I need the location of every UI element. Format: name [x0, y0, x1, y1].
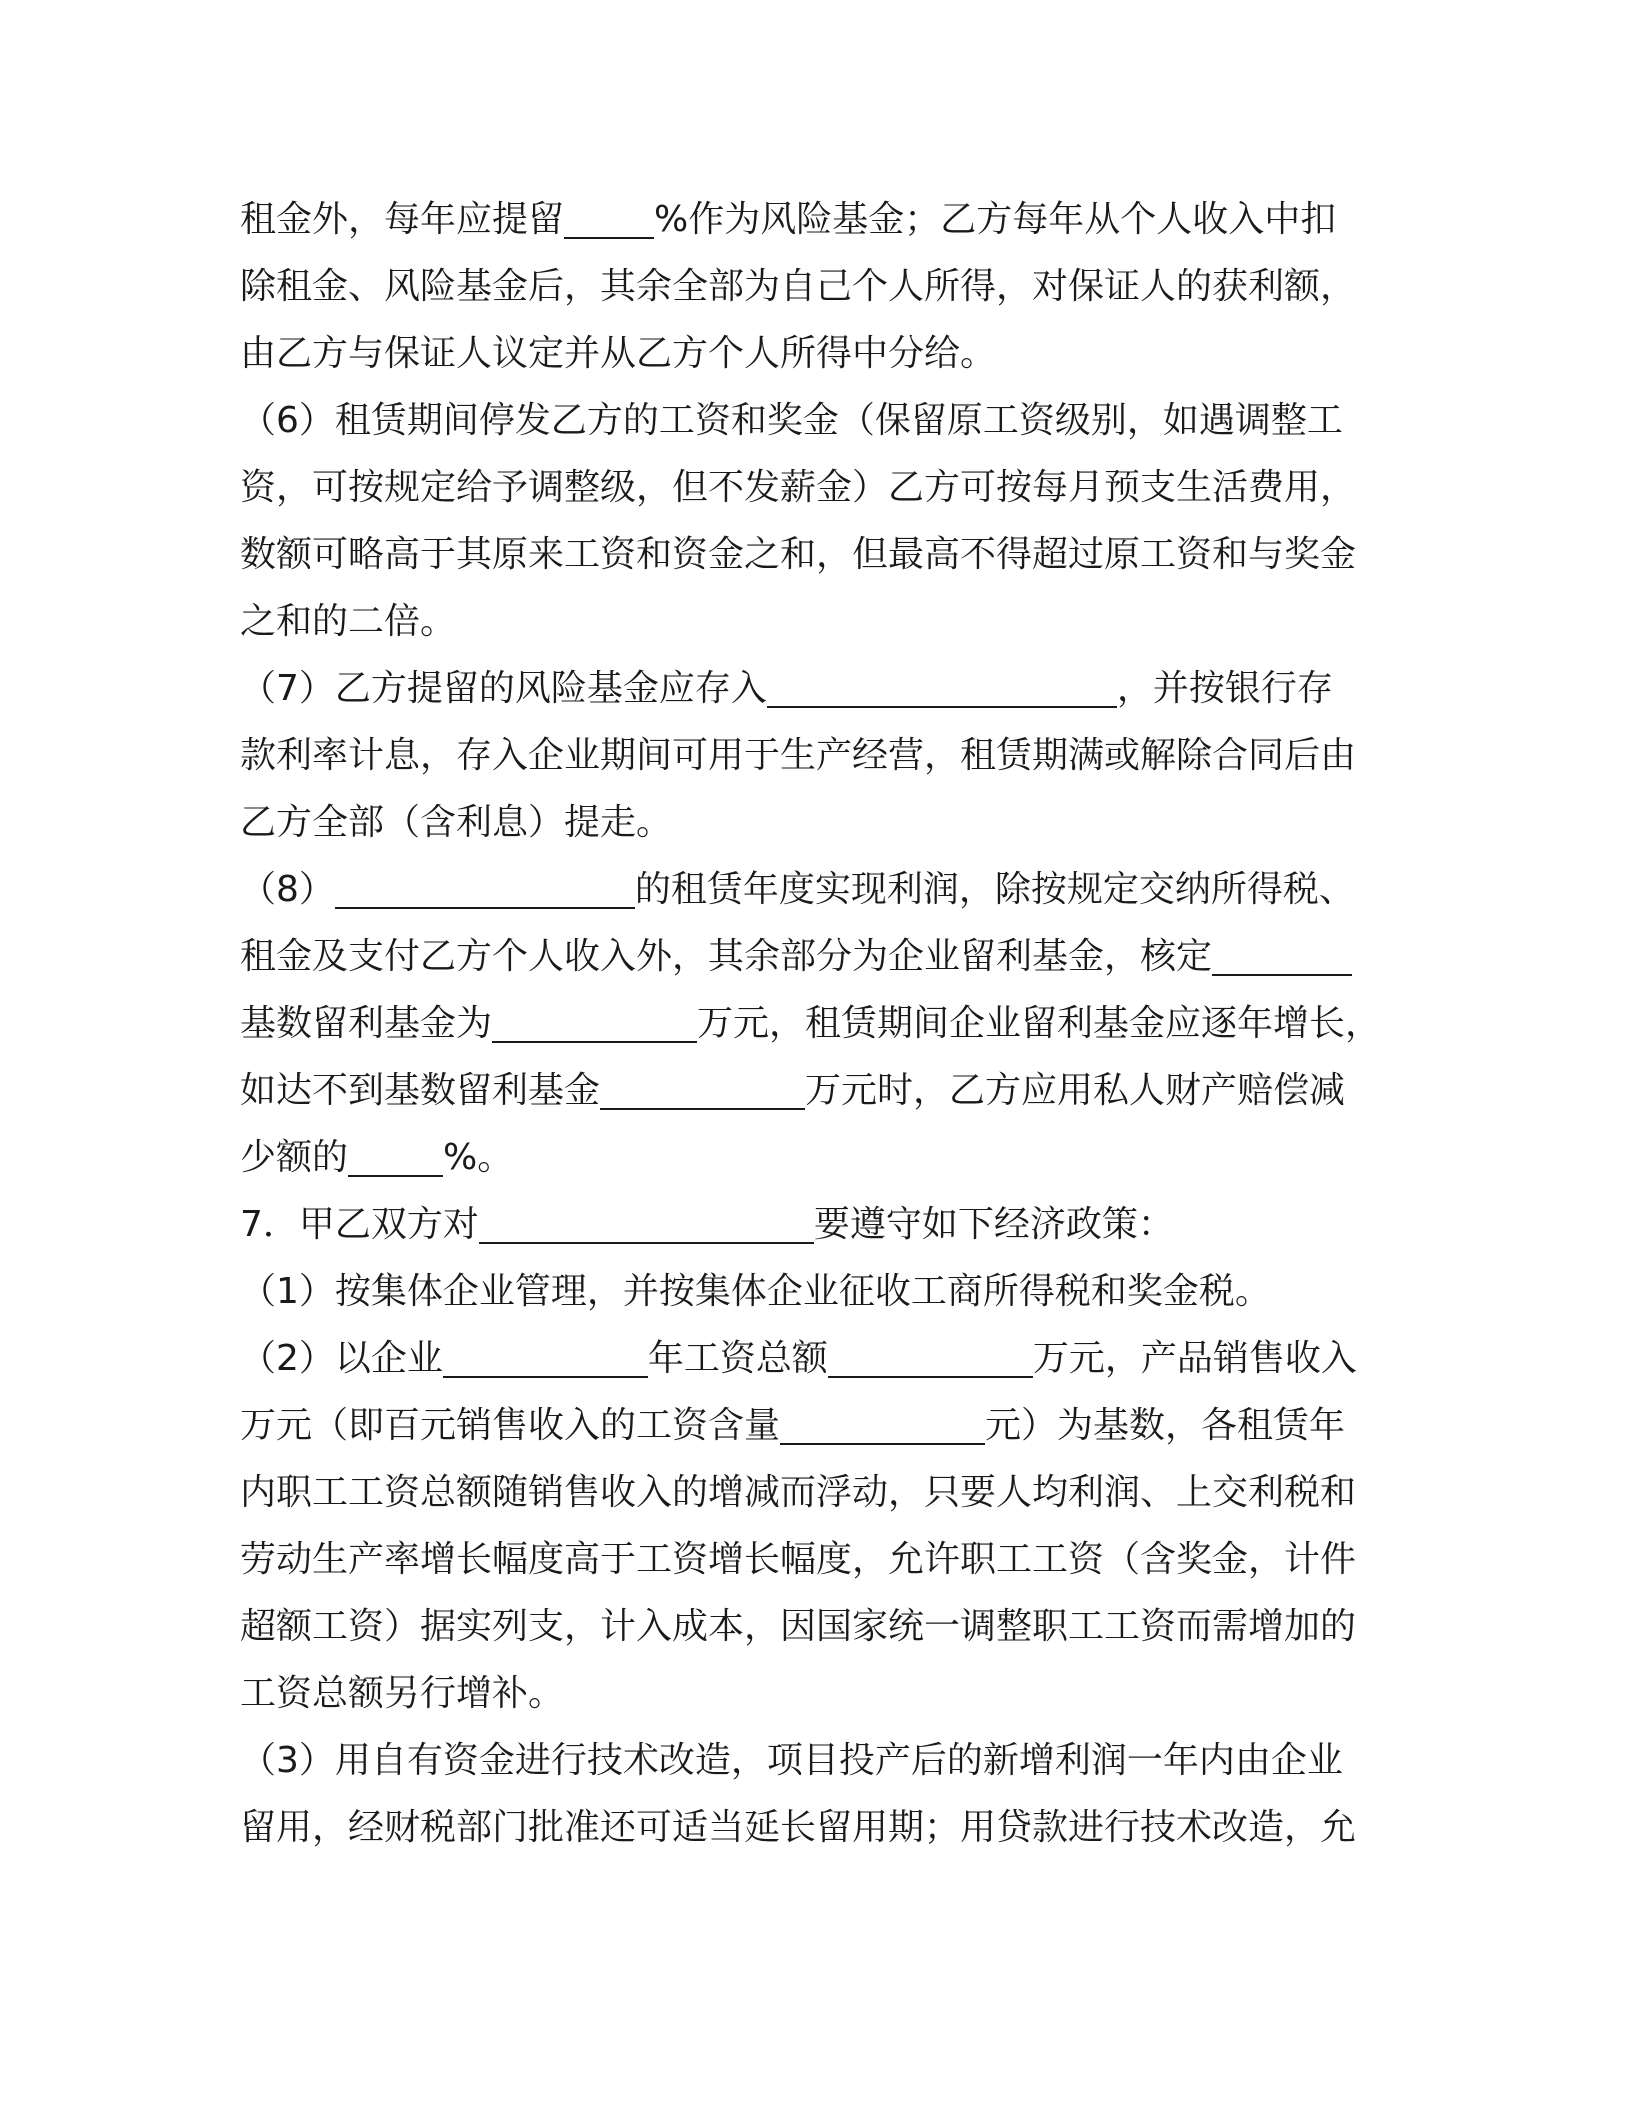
fill-in-blank — [492, 1040, 697, 1043]
text-line — [240, 1392, 1390, 1459]
fill-in-blank — [348, 1174, 443, 1177]
fill-in-blank — [479, 1241, 814, 1244]
text-line — [240, 856, 1390, 923]
fill-in-blank — [443, 1375, 648, 1378]
text-segment: 的租赁年度实现利润，除按规定交纳所得税、 — [634, 869, 1355, 910]
text-line — [240, 521, 1390, 588]
text-line — [240, 923, 1390, 990]
text-segment: 元）为基数，各租赁年 — [985, 1405, 1346, 1446]
text-segment: 数额可略高于其原来工资和资金之和，但最高不得超过原工资和与奖金 — [240, 534, 1357, 575]
text-segment: 除租金、风险基金后，其余全部为自己个人所得，对保证人的获利额， — [240, 266, 1357, 307]
text-segment: （2）以企业 — [240, 1338, 443, 1379]
text-line — [240, 1258, 1390, 1325]
text-segment: 如达不到基数留利基金 — [240, 1070, 601, 1111]
text-segment: 乙方全部（含利息）提走。 — [240, 802, 673, 843]
text-line — [240, 1191, 1390, 1258]
text-segment: 留用，经财税部门批准还可适当延长留用期；用贷款进行技术改造，允 — [240, 1807, 1357, 1848]
text-line — [240, 1325, 1390, 1392]
text-line — [240, 990, 1390, 1057]
text-line — [240, 1124, 1390, 1191]
text-segment: 万元时，乙方应用私人财产赔偿减 — [805, 1070, 1346, 1111]
text-line — [240, 387, 1390, 454]
text-line — [240, 1727, 1390, 1794]
text-line — [240, 186, 1390, 253]
text-line — [240, 1660, 1390, 1727]
fill-in-blank — [1212, 973, 1352, 976]
text-line — [240, 1057, 1390, 1124]
text-segment: %作为风险基金；乙方每年从个人收入中扣 — [654, 199, 1337, 240]
text-line — [240, 253, 1390, 320]
text-segment: %。 — [443, 1137, 514, 1178]
document-page — [240, 186, 1390, 1861]
fill-in-blank — [767, 705, 1117, 708]
text-line — [240, 1526, 1390, 1593]
text-segment: 款利率计息，存入企业期间可用于生产经营，租赁期满或解除合同后由 — [240, 735, 1357, 776]
fill-in-blank — [335, 906, 635, 909]
text-segment: （7）乙方提留的风险基金应存入 — [240, 668, 767, 709]
text-line — [240, 1593, 1390, 1660]
text-segment: （1）按集体企业管理，并按集体企业征收工商所得税和奖金税。 — [240, 1271, 1271, 1312]
text-segment: （6）租赁期间停发乙方的工资和奖金（保留原工资级别，如遇调整工 — [240, 400, 1343, 441]
text-segment: 劳动生产率增长幅度高于工资增长幅度，允许职工工资（含奖金，计件 — [240, 1539, 1357, 1580]
fill-in-blank — [564, 236, 654, 239]
text-segment: 超额工资）据实列支，计入成本，因国家统一调整职工工资而需增加的 — [240, 1606, 1357, 1647]
text-line — [240, 1459, 1390, 1526]
text-segment: 工资总额另行增补。 — [240, 1673, 565, 1714]
text-segment: 少额的 — [240, 1137, 349, 1178]
text-line — [240, 454, 1390, 521]
text-segment: 由乙方与保证人议定并从乙方个人所得中分给。 — [240, 333, 997, 374]
text-segment: 基数留利基金为 — [240, 1003, 493, 1044]
text-segment: （8） — [240, 869, 335, 910]
text-segment: （3）用自有资金进行技术改造，项目投产后的新增利润一年内由企业 — [240, 1740, 1343, 1781]
text-line — [240, 722, 1390, 789]
fill-in-blank — [600, 1107, 805, 1110]
text-segment: 万元，租赁期间企业留利基金应逐年增长， — [697, 1003, 1382, 1044]
text-segment: 租金外，每年应提留 — [240, 199, 565, 240]
text-line — [240, 789, 1390, 856]
text-line — [240, 588, 1390, 655]
text-segment: 万元，产品销售收入 — [1032, 1338, 1357, 1379]
text-line — [240, 1794, 1390, 1861]
text-segment: ，并按银行存 — [1116, 668, 1333, 709]
text-segment: 之和的二倍。 — [240, 601, 457, 642]
fill-in-blank — [828, 1375, 1033, 1378]
text-segment: 7．甲乙双方对 — [240, 1204, 479, 1245]
text-segment: 要遵守如下经济政策： — [813, 1204, 1174, 1245]
text-segment: 万元（即百元销售收入的工资含量 — [240, 1405, 781, 1446]
text-segment: 年工资总额 — [647, 1338, 828, 1379]
text-segment: 租金及支付乙方个人收入外，其余部分为企业留利基金，核定 — [240, 936, 1213, 977]
text-segment: 内职工工资总额随销售收入的增减而浮动，只要人均利润、上交利税和 — [240, 1472, 1357, 1513]
fill-in-blank — [780, 1442, 985, 1445]
text-line — [240, 655, 1390, 722]
text-segment: 资，可按规定给予调整级，但不发薪金）乙方可按每月预支生活费用， — [240, 467, 1357, 508]
text-line — [240, 320, 1390, 387]
